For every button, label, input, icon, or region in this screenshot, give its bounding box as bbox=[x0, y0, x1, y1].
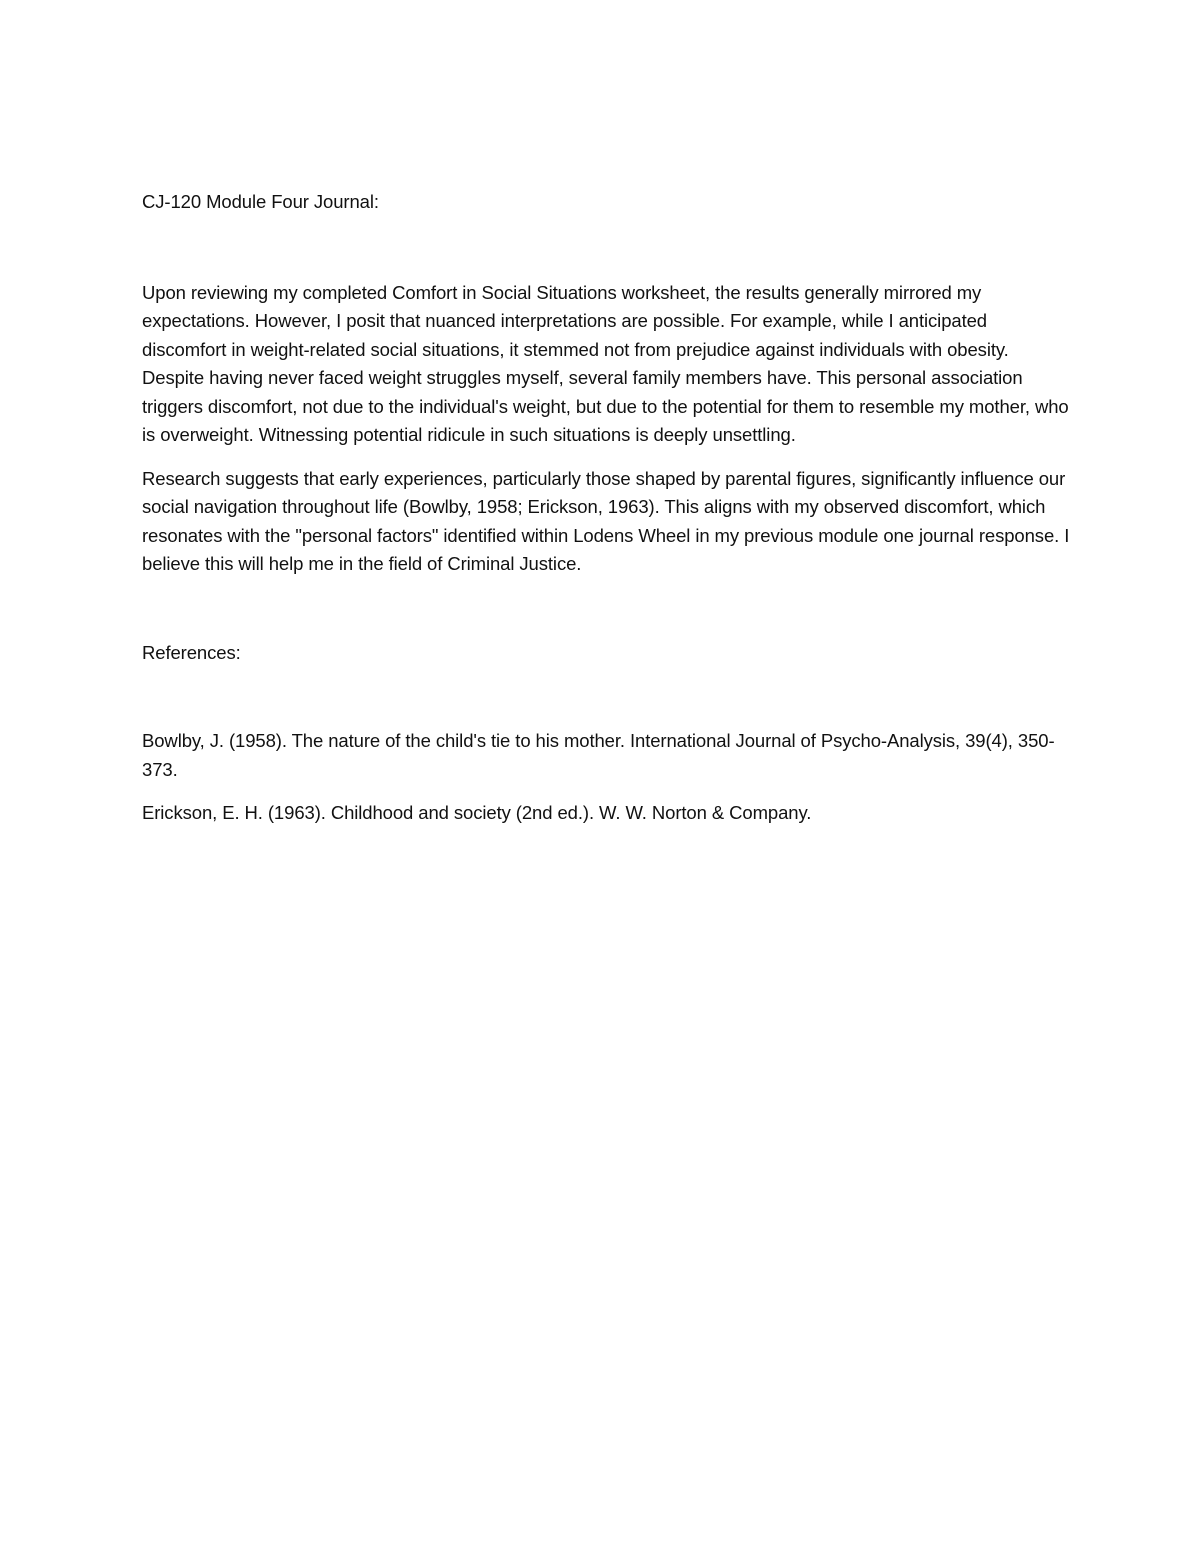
reference-entry-erickson: Erickson, E. H. (1963). Childhood and society (2nd ed.). W. W. Norton & Company. bbox=[142, 802, 812, 823]
body-paragraph-2: Research suggests that early experiences, particularly those shaped by parental figures, significantly influence our social navigation throughout life (Bowlby, 1958; Erickson, 1963). This aligns with my observed discomfort, which resonates with the "personal factors" identified within Lodens Wheel in my previous module one journal response. I believe this will help me in the field of Criminal Justice. bbox=[142, 467, 1070, 574]
body-paragraph-1: Upon reviewing my completed Comfort in Social Situations worksheet, the results generally mirrored my expectations. However, I posit that nuanced interpretations are possible. For example, while I anticipated discomfort in weight-related social situations, it stemmed not from prejudice against individuals with obesity. Despite having never faced weight struggles myself, several family members have. This personal association triggers discomfort, not due to the individual's weight, but due to the potential for them to resemble my mother, who is overweight. Witnessing potential ridicule in such situations is deeply unsettling. bbox=[142, 281, 1069, 445]
document-body bbox=[142, 188, 1072, 828]
reference-entry-bowlby: Bowlby, J. (1958). The nature of the child's tie to his mother. International Journal of Psycho-Analysis, 39(4), 350-373. bbox=[142, 730, 1055, 780]
document-title: CJ-120 Module Four Journal: bbox=[142, 191, 379, 212]
references-heading: References: bbox=[142, 641, 241, 663]
